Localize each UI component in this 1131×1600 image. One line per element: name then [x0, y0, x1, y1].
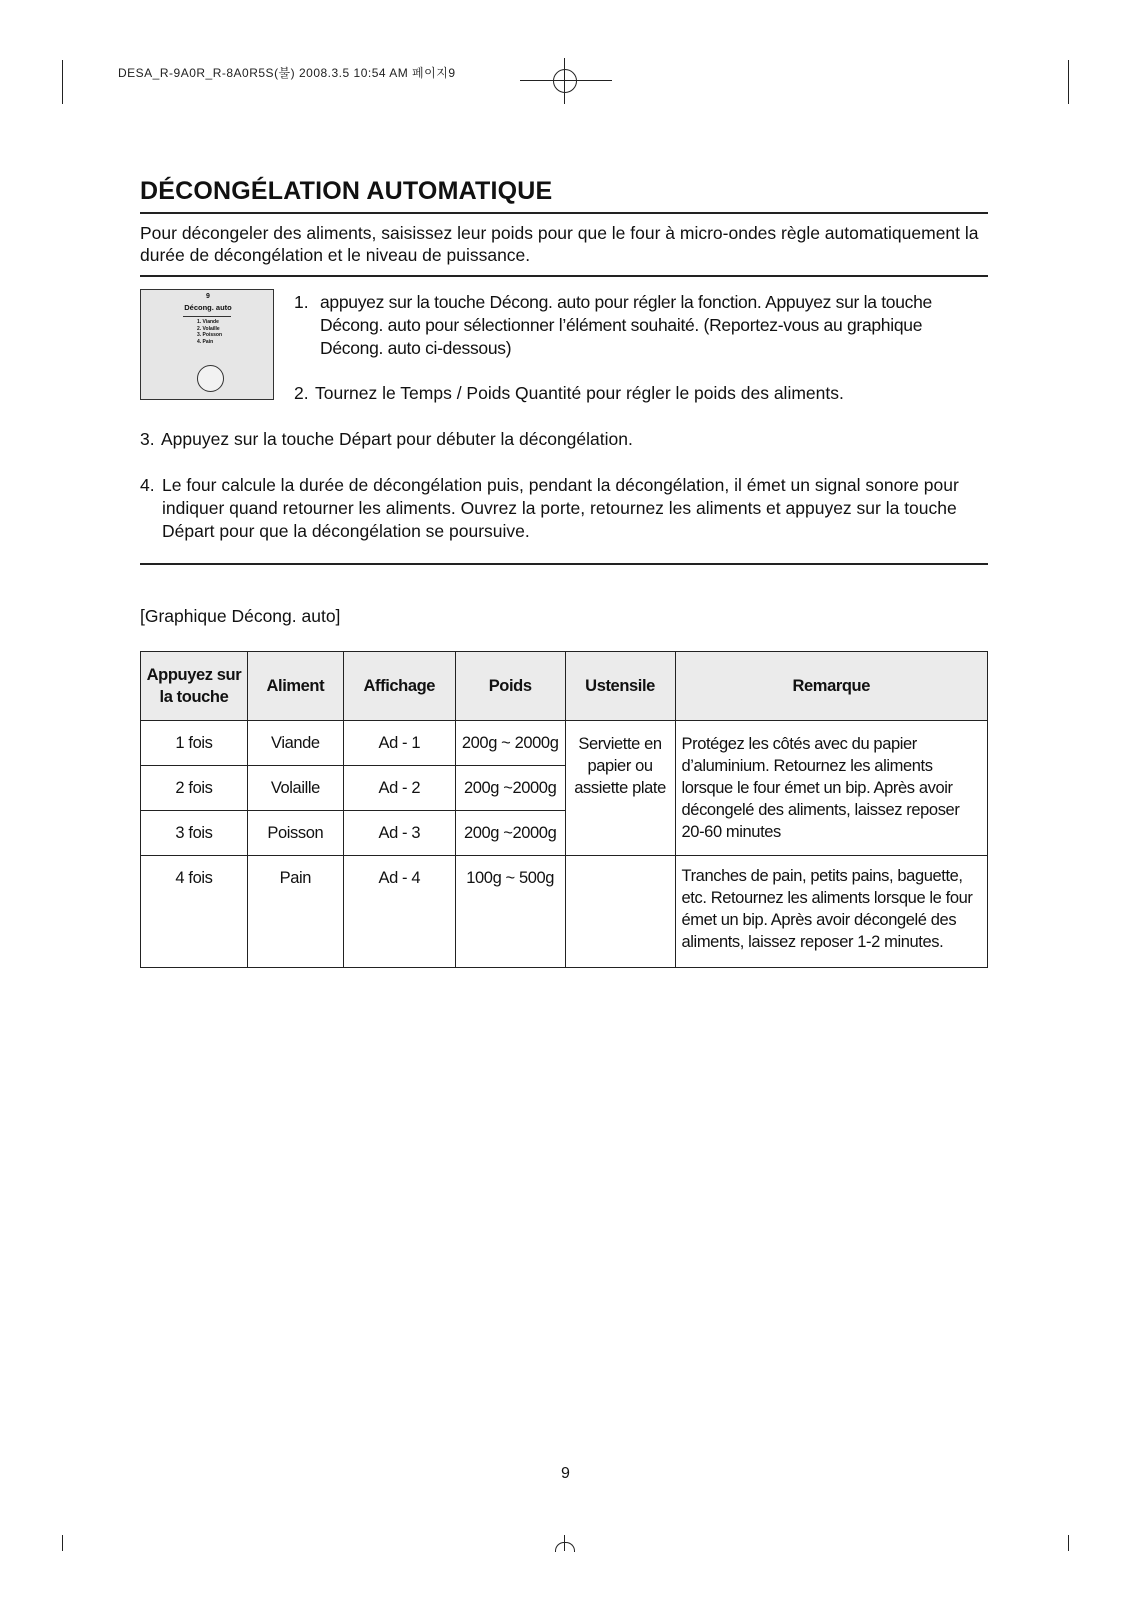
- cell-food: Viande: [247, 721, 343, 766]
- column-header-remark: Remarque: [675, 652, 987, 721]
- cell-display: Ad - 3: [343, 811, 455, 856]
- column-header-weight: Poids: [455, 652, 565, 721]
- cell-utensil: [565, 856, 675, 968]
- step-number: 2.: [294, 383, 309, 403]
- registration-mark-top-vertical: [564, 58, 565, 104]
- table-header-row: [141, 652, 988, 721]
- step-4: [140, 474, 990, 543]
- panel-number: 9: [206, 293, 210, 300]
- cell-press: 4 fois: [141, 856, 248, 968]
- column-header-press: Appuyez sur la touche: [141, 652, 248, 721]
- page-number: 9: [561, 1465, 570, 1482]
- cell-weight: 200g ~2000g: [455, 811, 565, 856]
- cell-remark-group: Protégez les côtés avec du papier d’aluminium. Retournez les aliments lorsque le four émet un bip. Après avoir décongelé des aliments, laissez reposer 20-60 minutes: [675, 721, 987, 856]
- cell-weight: 200g ~ 2000g: [455, 721, 565, 766]
- panel-divider: [183, 316, 231, 317]
- crop-mark-top-right: [1068, 60, 1069, 104]
- auto-defrost-button-icon: [197, 365, 224, 392]
- crop-mark-top-left: [62, 60, 63, 104]
- cell-press: 3 fois: [141, 811, 248, 856]
- cell-remark: Tranches de pain, petits pains, baguette, etc. Retournez les aliments lorsque le four émet un bip. Après avoir décongelé des aliments, laissez reposer 1-2 minutes.: [675, 856, 987, 968]
- column-header-food: Aliment: [247, 652, 343, 721]
- cell-press: 2 fois: [141, 766, 248, 811]
- registration-mark-bottom-arc: [555, 1542, 575, 1552]
- cell-food: Volaille: [247, 766, 343, 811]
- crop-mark-bottom-left: [62, 1535, 63, 1551]
- step-number: 1.: [294, 292, 309, 312]
- step-text: Le four calcule la durée de décongélation puis, pendant la décongélation, il émet un signal sonore pour indiquer quand retourner les aliments. Ouvrez la porte, retournez les aliments et appuyez sur la touche Départ pour que la décongélation se poursuive.: [162, 475, 959, 541]
- registration-mark-top: [553, 69, 577, 93]
- table-row: [141, 721, 988, 766]
- step-text: appuyez sur la touche Décong. auto pour régler la fonction. Appuyez sur la touche Décong. auto pour sélectionner l’élément souhaité. (Reportez-vous au graphique Décong. auto ci-dessous): [320, 292, 932, 358]
- cell-weight: 200g ~2000g: [455, 766, 565, 811]
- cell-display: Ad - 4: [343, 856, 455, 968]
- title-rule: [140, 212, 988, 214]
- control-panel-illustration: [140, 289, 274, 400]
- intro-rule: [140, 275, 988, 277]
- steps-rule: [140, 563, 988, 565]
- column-header-display: Affichage: [343, 652, 455, 721]
- step-number: 3.: [140, 429, 155, 449]
- panel-title: Décong. auto: [184, 303, 232, 312]
- panel-menu-item: 1. Viande: [197, 319, 219, 325]
- panel-menu-item: 4. Pain: [197, 338, 214, 345]
- chart-caption: [Graphique Décong. auto]: [140, 606, 341, 626]
- table-row: [141, 856, 988, 968]
- cell-food: Pain: [247, 856, 343, 968]
- registration-mark-top-horizontal: [520, 80, 612, 81]
- cell-food: Poisson: [247, 811, 343, 856]
- column-header-utensil: Ustensile: [565, 652, 675, 721]
- cell-press: 1 fois: [141, 721, 248, 766]
- step-text: Tournez le Temps / Poids Quantité pour régler le poids des aliments.: [315, 383, 844, 403]
- panel-menu-item: 3. Poisson: [197, 332, 223, 338]
- auto-defrost-table: [140, 651, 988, 968]
- cell-display: Ad - 2: [343, 766, 455, 811]
- cell-display: Ad - 1: [343, 721, 455, 766]
- cell-utensil-group: Serviette en papier ou assiette plate: [565, 721, 675, 856]
- intro-paragraph: Pour décongeler des aliments, saisissez leur poids pour que le four à micro-ondes règle automatiquement la durée de décongélation et le niveau de puissance.: [140, 223, 979, 265]
- step-text: Appuyez sur la touche Départ pour débuter la décongélation.: [161, 429, 633, 449]
- step-1: [294, 291, 986, 360]
- cell-weight: 100g ~ 500g: [455, 856, 565, 968]
- crop-mark-bottom-right: [1068, 1535, 1069, 1551]
- step-3: [140, 428, 988, 451]
- print-header: DESA_R-9A0R_R-8A0R5S(불) 2008.3.5 10:54 AM 페이지9: [118, 66, 456, 80]
- step-number: 4.: [140, 475, 155, 495]
- panel-menu-list: [197, 319, 222, 345]
- step-2: [294, 382, 986, 405]
- panel-menu-item: 2. Volaille: [197, 325, 220, 332]
- page-title: DÉCONGÉLATION AUTOMATIQUE: [140, 177, 553, 205]
